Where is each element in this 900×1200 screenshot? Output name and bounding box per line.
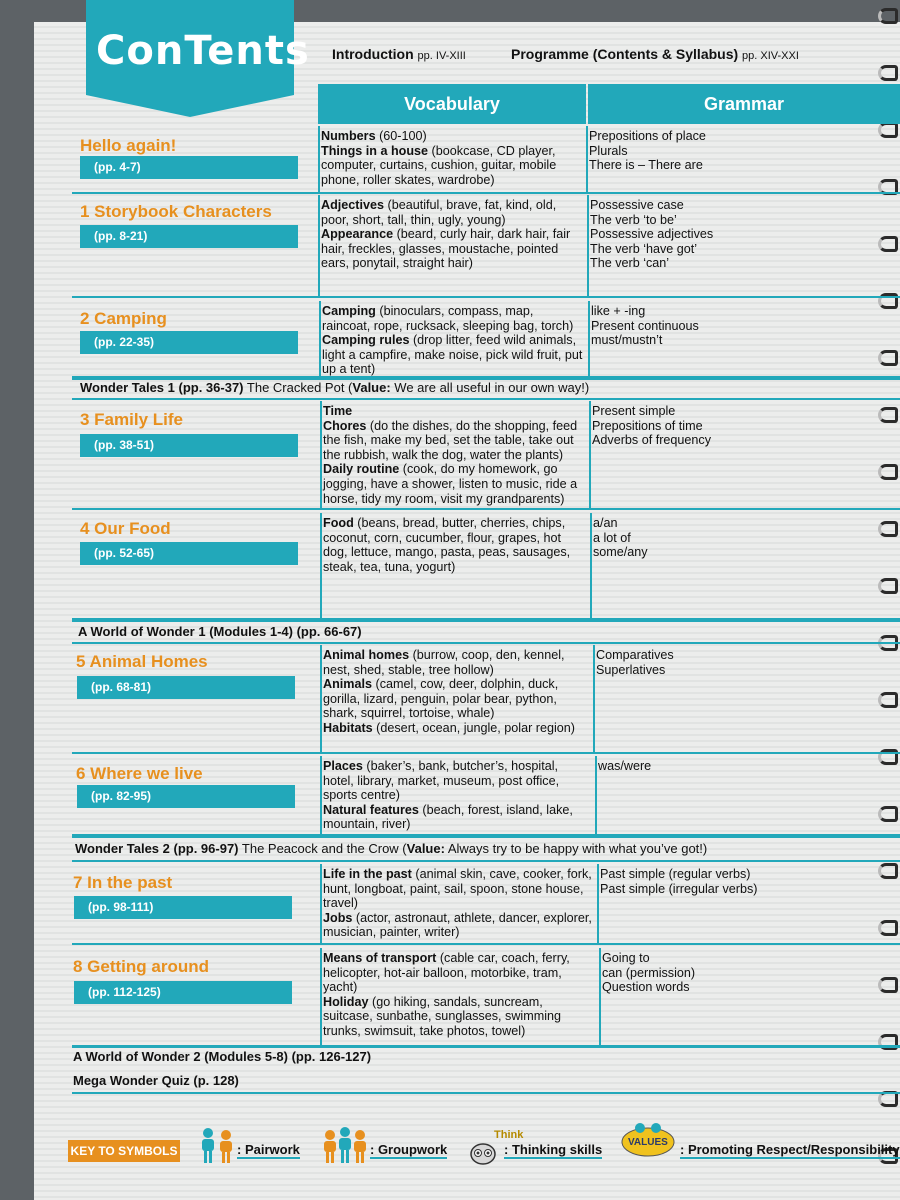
grammar-item: Superlatives [596,662,666,677]
spiral-binding [876,0,900,1200]
column-divider [319,301,321,376]
pairwork-label: : Pairwork [237,1142,300,1157]
grammar-item: Possessive adjectives [590,227,714,242]
module-pages: (pp. 82-95) [77,785,295,808]
pairwork-icon [196,1126,238,1166]
vocabulary-topic: Appearance [321,227,394,242]
module-title: 4 Our Food [80,519,171,538]
spiral-ring [878,8,898,24]
spiral-ring [878,464,898,480]
vocabulary-words: (burrow, coop, den, kennel, nest, shed, stable, tree hollow) [323,648,565,677]
grammar-item: The verb ‘have got’ [590,241,698,256]
vocabulary-words: (animal skin, cave, cooker, fork, hunt, longboat, paint, sail, spoon, stone house, travel) [323,867,592,911]
row-divider [72,642,900,644]
vocabulary-words: (cook, do my homework, go jogging, have a shower, listen to music, ride a horse, tidy my room, visit my grandparents) [323,462,578,506]
vocabulary-entry [323,677,588,721]
introduction-link: Introduction pp. IV-XIII [332,46,466,62]
vocabulary-words: (beautiful, brave, fat, kind, old, poor, short, tall, thin, ugly, young) [321,198,557,227]
vocabulary-entry [323,867,592,911]
grammar-item: Present continuous [591,318,699,333]
groupwork-icon [320,1126,370,1166]
mega-wonder-quiz: Mega Wonder Quiz (p. 128) [73,1073,239,1088]
module-title: 7 In the past [73,873,173,892]
spiral-ring [878,920,898,936]
vocabulary-topic: Life in the past [323,867,412,881]
grammar-item: Adverbs of frequency [592,433,712,448]
module-pages: (pp. 22-35) [80,331,298,354]
vocabulary-cell [323,867,592,940]
column-divider [318,195,320,296]
grammar-cell [598,759,890,774]
vocabulary-entry [322,304,583,333]
vocabulary-topic: Adjectives [321,198,384,212]
column-divider [588,301,590,376]
spiral-ring [878,806,898,822]
vocabulary-words: (camel, cow, deer, dolphin, duck, gorilla, lizard, penguin, polar bear, python, shark, squirrel, tortoise, whale) [323,677,559,721]
world-of-wonder-1: A World of Wonder 1 (Modules 1-4) (pp. 66-67) [78,624,362,639]
row-divider [72,943,900,945]
grammar-item: must/mustn’t [591,333,663,348]
module-pages: (pp. 112-125) [74,981,292,1004]
column-divider [320,864,322,943]
grammar-item: Prepositions of place [589,129,706,143]
vocabulary-topic: Means of transport [323,951,437,965]
grammar-item: was/were [598,759,652,773]
thinking-icon [468,1140,498,1166]
module-title: 3 Family Life [80,410,183,429]
grammar-item: a/an [593,516,618,530]
spiral-ring [878,350,898,366]
vocabulary-topic: Habitats [323,720,373,735]
vocabulary-cell [323,404,584,506]
grammar-item: There is – There are [589,158,703,173]
vocabulary-entry [323,419,584,463]
vocabulary-topic: Animals [323,677,372,692]
column-divider [587,195,589,296]
vocabulary-words: (beard, curly hair, dark hair, fair hair, freckles, glasses, moustache, pointed ears, ponytail, straight hair) [321,227,571,271]
vocabulary-entry [323,462,584,506]
vocabulary-topic: Camping [322,304,376,318]
vocabulary-entry [321,227,582,271]
column-divider [320,401,322,508]
vocabulary-cell [323,759,590,832]
column-divider [597,864,599,943]
programme-link: Programme (Contents & Syllabus) pp. XIV-XXI [511,46,799,62]
module-title: 5 Animal Homes [76,652,208,671]
column-divider [320,513,322,618]
vocabulary-words: (beans, bread, butter, cherries, chips, coconut, corn, cucumber, flour, grapes, hot dog, lettuce, mango, pasta, peas, sausages, steak, tea, tuna, yogurt) [323,516,571,574]
grammar-cell [589,129,890,173]
module-pages: (pp. 68-81) [77,676,295,699]
vocabulary-entry [322,333,583,377]
vocabulary-header: Vocabulary [318,84,586,124]
grammar-item: Present simple [592,404,676,418]
think-badge: Think [494,1129,524,1141]
vocabulary-words: (baker’s, bank, butcher’s, hospital, hotel, library, market, museum, post office, sports centre) [323,759,560,803]
key-to-symbols: KEY TO SYMBOLS [68,1140,180,1162]
grammar-item: Prepositions of time [592,418,703,433]
vocabulary-topic: Food [323,516,354,530]
vocabulary-entry [323,759,590,803]
vocabulary-entry [323,951,594,995]
spiral-ring [878,578,898,594]
vocabulary-words: (drop litter, feed wild animals, light a campfire, make noise, pick wild fruit, put up a tent) [322,333,583,377]
vocabulary-words: (60-100) [375,129,427,143]
grammar-item: Plurals [589,143,628,158]
spiral-ring [878,65,898,81]
vocabulary-topic: Jobs [323,910,353,925]
grammar-item: Past simple (irregular verbs) [600,881,758,896]
vocabulary-words: (bookcase, CD player, computer, curtains, cushion, guitar, mobile phone, roller skates, wardrobe) [321,143,557,187]
column-divider [599,948,601,1045]
grammar-item: Comparatives [596,648,674,662]
vocabulary-topic: Camping rules [322,333,410,348]
vocabulary-entry [321,129,581,144]
column-divider [318,126,320,192]
vocabulary-entry [323,648,588,677]
grammar-item: like + -ing [591,304,646,318]
grammar-cell [590,198,890,271]
vocabulary-cell [323,951,594,1039]
module-pages: (pp. 98-111) [74,896,292,919]
vocabulary-topic: Things in a house [321,143,429,158]
column-divider [593,645,595,752]
vocabulary-words: (binoculars, compass, map, raincoat, rope, rucksack, sleeping bag, torch) [322,304,574,333]
grammar-cell [592,404,890,448]
page-title: ConTents [96,28,310,74]
row-divider [72,1045,900,1047]
grammar-item: some/any [593,545,648,560]
vocabulary-topic: Numbers [321,129,376,143]
vocabulary-entry [321,144,581,188]
grammar-cell [600,867,890,896]
respect-responsibility-label: : Promoting Respect/Responsibility [680,1142,900,1157]
row-divider [72,752,900,754]
wonder-tales-2: Wonder Tales 2 (pp. 96-97) The Peacock and the Crow (Value: Always try to be happy with what you’ve got!) [75,841,708,856]
vocabulary-cell [322,304,583,377]
vocabulary-words: (go hiking, sandals, suncream, suitcase, sunbathe, sunglasses, swimming trunks, swimsuit, take photos, towel) [323,994,561,1038]
vocabulary-cell [323,648,588,736]
vocabulary-cell [321,198,582,271]
grammar-item: The verb ‘to be’ [590,212,677,227]
vocabulary-words: (cable car, coach, ferry, helicopter, hot-air balloon, motorbike, tram, yacht) [323,951,570,995]
vocabulary-entry [323,516,585,574]
grammar-item: Past simple (regular verbs) [600,867,751,881]
vocabulary-topic: Time [323,404,353,418]
module-pages: (pp. 38-51) [80,434,298,457]
vocabulary-entry [321,198,582,227]
module-title: 1 Storybook Characters [80,202,272,221]
column-divider [320,948,322,1045]
grammar-header: Grammar [588,84,900,124]
vocabulary-entry [323,911,592,940]
vocabulary-words: (desert, ocean, jungle, polar region) [372,720,576,735]
vocabulary-topic: Chores [323,418,367,433]
vocabulary-words: (do the dishes, do the shopping, feed the fish, make my bed, set the table, take out the rubbish, walk the dog, water the plants) [323,418,578,462]
grammar-item: Going to [602,951,650,965]
vocabulary-entry [323,404,584,419]
grammar-cell [602,951,890,995]
column-divider [586,126,588,192]
module-pages: (pp. 52-65) [80,542,298,565]
row-divider [72,192,900,194]
world-of-wonder-2: A World of Wonder 2 (Modules 5-8) (pp. 126-127) [73,1049,372,1064]
vocabulary-entry [323,995,594,1039]
row-divider [72,620,900,622]
vocabulary-topic: Holiday [323,994,369,1009]
grammar-item: can (permission) [602,965,696,980]
groupwork-label: : Groupwork [370,1142,448,1157]
column-divider [590,513,592,618]
row-divider [72,834,900,836]
row-divider [72,618,900,620]
vocabulary-topic: Places [323,759,363,773]
row-divider [72,398,900,400]
row-divider [72,508,900,510]
vocabulary-topic: Natural features [323,802,419,817]
grammar-cell [596,648,890,677]
module-pages: (pp. 4-7) [80,156,298,179]
vocabulary-topic: Daily routine [323,462,400,477]
grammar-item: Question words [602,980,690,995]
grammar-item: The verb ‘can’ [590,256,670,271]
wonder-tales-1: Wonder Tales 1 (pp. 36-37) The Cracked Pot (Value: We are all useful in our own way!) [80,380,590,395]
module-title: Hello again! [80,136,177,155]
column-divider [320,756,322,834]
vocabulary-cell [323,516,585,574]
row-divider [72,860,900,862]
row-divider [72,836,900,838]
module-title: 2 Camping [80,309,167,328]
vocabulary-cell [321,129,581,187]
values-badge: VALUES [628,1137,668,1148]
module-pages: (pp. 8-21) [80,225,298,248]
row-divider [72,296,900,298]
vocabulary-topic: Animal homes [323,648,410,662]
vocabulary-entry [323,803,590,832]
column-divider [589,401,591,508]
thinking-skills-label: : Thinking skills [504,1142,603,1157]
grammar-item: Possessive case [590,198,684,212]
column-divider [320,645,322,752]
column-divider [595,756,597,834]
vocabulary-words: (beach, forest, island, lake, mountain, river) [323,802,573,832]
vocabulary-words: (actor, astronaut, athlete, dancer, explorer, musician, painter, writer) [323,910,592,940]
grammar-item: a lot of [593,530,631,545]
vocabulary-entry [323,721,588,736]
grammar-cell [593,516,890,560]
grammar-cell [591,304,890,348]
spiral-ring [878,692,898,708]
module-title: 6 Where we live [76,764,203,783]
row-divider [72,1092,900,1094]
module-title: 8 Getting around [73,957,209,976]
